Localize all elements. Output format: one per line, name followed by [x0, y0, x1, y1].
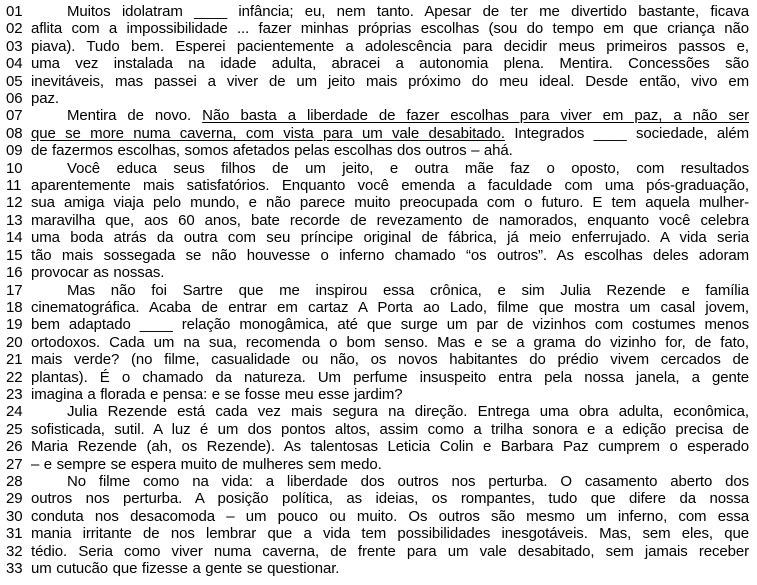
line-text-segment: outros nos perturba. A posição política, as ideias, os rompantes, tudo que difere da nossa: [31, 490, 749, 508]
line-text: [31, 38, 749, 55]
line-text: [31, 3, 749, 20]
line-text: [31, 316, 749, 333]
text-line: [6, 369, 749, 386]
line-text: [31, 73, 749, 90]
line-text-segment: tédio. Seria como viver numa caverna, de frente para um vale desabitado, sem jamais receber: [31, 542, 749, 560]
text-line: [6, 403, 749, 420]
line-number: 29: [6, 490, 23, 508]
line-text-segment: conduta nos desacomoda – um pouco ou muito. Os outros são mesmo um inferno, com essa: [31, 507, 749, 525]
line-number: 10: [6, 159, 23, 177]
line-text-segment: Você educa seus filhos de um jeito, e outra mãe faz o oposto, com resultados: [67, 159, 749, 177]
line-number: 08: [6, 124, 23, 142]
line-text: [31, 212, 749, 229]
line-number: 06: [6, 90, 23, 108]
line-number: 22: [6, 368, 23, 386]
line-text: [31, 194, 749, 211]
line-text: [31, 508, 749, 525]
text-line: [6, 334, 749, 351]
line-text-segment: sua amiga viaja pelo mundo, e não parece muito preocupada com o futuro. E tem aquela mulher-: [31, 194, 749, 212]
line-text: [31, 90, 749, 107]
line-text-segment: bem adaptado ____ relação monogâmica, até que surge um par de vizinhos com costumes menos: [31, 316, 749, 334]
line-text-segment: Maria Rezende (ah, os Rezende). As talentosas Leticia Colin e Barbara Paz cumprem o esperado: [31, 438, 749, 456]
text-line: [6, 282, 749, 299]
line-number: 12: [6, 194, 23, 212]
line-text: [31, 456, 749, 473]
text-line: [6, 299, 749, 316]
line-text-segment: – e sempre se espera muito de mulheres sem medo.: [31, 455, 382, 473]
line-text-segment: imagina a florada e pensa: e se fosse meu esse jardim?: [31, 385, 403, 403]
text-line: [6, 142, 749, 159]
text-line: [6, 212, 749, 229]
line-number: 20: [6, 333, 23, 351]
line-text: [31, 125, 749, 142]
line-text: [31, 20, 749, 37]
line-number: 33: [6, 560, 23, 577]
line-text: [31, 334, 749, 351]
line-text-segment: um cutucão que fizesse a gente se questionar.: [31, 560, 340, 577]
line-text-segment: sofisticada, sutil. A luz é um dos pontos altos, assim como a trilha sonora e a edição precisa de: [31, 420, 749, 438]
line-text: [31, 386, 749, 403]
line-text: [31, 473, 749, 490]
line-text: [31, 490, 749, 507]
line-number: 17: [6, 281, 23, 299]
line-number: 25: [6, 420, 23, 438]
line-text: [31, 403, 749, 420]
text-line: [6, 20, 749, 37]
line-text: [31, 299, 749, 316]
line-text-segment: aflita com a impossibilidade ... fazer minhas próprias escolhas (sou do tempo em que criança não: [31, 20, 749, 38]
text-line: [6, 177, 749, 194]
line-number: 30: [6, 507, 23, 525]
text-line: [6, 456, 749, 473]
text-line: [6, 473, 749, 490]
text-line: [6, 160, 749, 177]
line-text-segment: Integrados ____ sociedade, além: [504, 124, 749, 142]
text-line: [6, 525, 749, 542]
line-text: [31, 282, 749, 299]
line-number: 23: [6, 385, 23, 403]
line-text-segment: cinematográfica. Acaba de entrar em cartaz A Porta ao Lado, filme que mostra um casal jovem,: [31, 298, 749, 316]
line-text: [31, 438, 749, 455]
line-text: [31, 160, 749, 177]
line-number: 27: [6, 455, 23, 473]
line-text: [31, 177, 749, 194]
text-line: [6, 264, 749, 281]
text-line: [6, 55, 749, 72]
text-line: [6, 508, 749, 525]
line-text-segment: provocar as nossas.: [31, 264, 165, 282]
line-text-segment: aparentemente mais satisfatórios. Enquanto você emenda a faculdade com uma pós-graduação,: [31, 177, 749, 195]
line-text: [31, 421, 749, 438]
text-line: [6, 543, 749, 560]
line-number: 14: [6, 229, 23, 247]
line-number: 21: [6, 351, 23, 369]
line-text-segment: tão mais sossegada se não houvesse o inferno chamado “os outros”. As escolhas deles adoram: [31, 246, 749, 264]
text-line: [6, 386, 749, 403]
text-line: [6, 316, 749, 333]
text-line: [6, 107, 749, 124]
line-number: 18: [6, 298, 23, 316]
line-number: 28: [6, 472, 23, 490]
text-line: [6, 73, 749, 90]
line-text-segment: Mas não foi Sartre que me inspirou essa crônica, e sim Julia Rezende e família: [67, 281, 749, 299]
line-number: 31: [6, 525, 23, 543]
line-number: 09: [6, 142, 23, 160]
line-number: 05: [6, 72, 23, 90]
text-line: [6, 194, 749, 211]
text-line: [6, 38, 749, 55]
line-text-segment: de fazermos escolhas, somos afetados pelas escolhas dos outros – ahá.: [31, 142, 513, 160]
line-number: 24: [6, 403, 23, 421]
line-text-segment: Muitos idolatram ____ infância; eu, nem tanto. Apesar de ter me divertido bastante, ficava: [67, 3, 749, 20]
line-text: [31, 560, 749, 577]
line-text: [31, 369, 749, 386]
line-number: 07: [6, 107, 23, 125]
text-line: [6, 90, 749, 107]
line-text-segment: uma vez instalada na idade adulta, abracei a autonomia plena. Mentira. Concessões são: [31, 55, 749, 73]
line-number: 02: [6, 20, 23, 38]
line-number: 19: [6, 316, 23, 334]
line-text-segment: uma boda atrás da outra com seu príncipe original de fábrica, já meio enferrujado. A vida seria: [31, 229, 749, 247]
text-line: [6, 421, 749, 438]
line-text: [31, 229, 749, 246]
line-text: [31, 55, 749, 72]
line-text: [31, 247, 749, 264]
underlined-text-segment: que se more numa caverna, com vista para um vale desabitado.: [31, 124, 505, 142]
text-line: [6, 3, 749, 20]
text-line: [6, 560, 749, 577]
text-line: [6, 247, 749, 264]
line-text: [31, 525, 749, 542]
text-line: [6, 125, 749, 142]
line-text-segment: inevitáveis, mas passei a viver de um jeito mais próximo do meu ideal. Desde então, vivo em: [31, 72, 749, 90]
line-text-segment: mais verde? (no filme, casualidade ou não, os novos habitantes do prédio vivem cercados de: [31, 351, 749, 369]
line-text-segment: No filme como na vida: a liberdade dos outros nos perturba. O casamento aberto dos: [67, 472, 749, 490]
text-line: [6, 229, 749, 246]
text-line: [6, 351, 749, 368]
line-text: [31, 107, 749, 124]
line-number: 03: [6, 37, 23, 55]
text-line: [6, 438, 749, 455]
line-text-segment: Mentira de novo.: [67, 107, 203, 125]
line-text: [31, 264, 749, 281]
line-text-segment: mania irritante de nos lembrar que a vida tem possibilidades inesgotáveis. Mas, sem eles, que: [31, 525, 749, 543]
line-number: 16: [6, 264, 23, 282]
line-text: [31, 543, 749, 560]
line-number: 13: [6, 211, 23, 229]
line-number: 11: [6, 177, 22, 195]
line-text: [31, 142, 749, 159]
line-number: 01: [6, 3, 23, 20]
line-number: 32: [6, 542, 23, 560]
text-line: [6, 490, 749, 507]
line-text-segment: maravilha que, aos 60 anos, bate recorde de revezamento de namorados, enquanto você celebra: [31, 211, 749, 229]
line-number: 04: [6, 55, 23, 73]
line-number: 26: [6, 438, 23, 456]
line-text-segment: plantas). É o chamado da natureza. Um perfume insuspeito entra pela nossa janela, a gente: [31, 368, 749, 386]
underlined-text-segment: Não basta a liberdade de fazer escolhas para viver em paz, a não ser: [202, 107, 749, 125]
line-text-segment: Julia Rezende está cada vez mais segura na direção. Entrega uma obra adulta, econômica,: [67, 403, 749, 421]
line-text-segment: paz.: [31, 90, 59, 108]
line-text: [31, 351, 749, 368]
line-number: 15: [6, 246, 23, 264]
line-text-segment: piava). Tudo bem. Esperei pacientemente a adolescência para decidir meus primeiros passos e,: [31, 37, 749, 55]
line-text-segment: ortodoxos. Cada um na sua, recomenda o bom senso. Mas e se a grama do vizinho for, de fato,: [31, 333, 749, 351]
